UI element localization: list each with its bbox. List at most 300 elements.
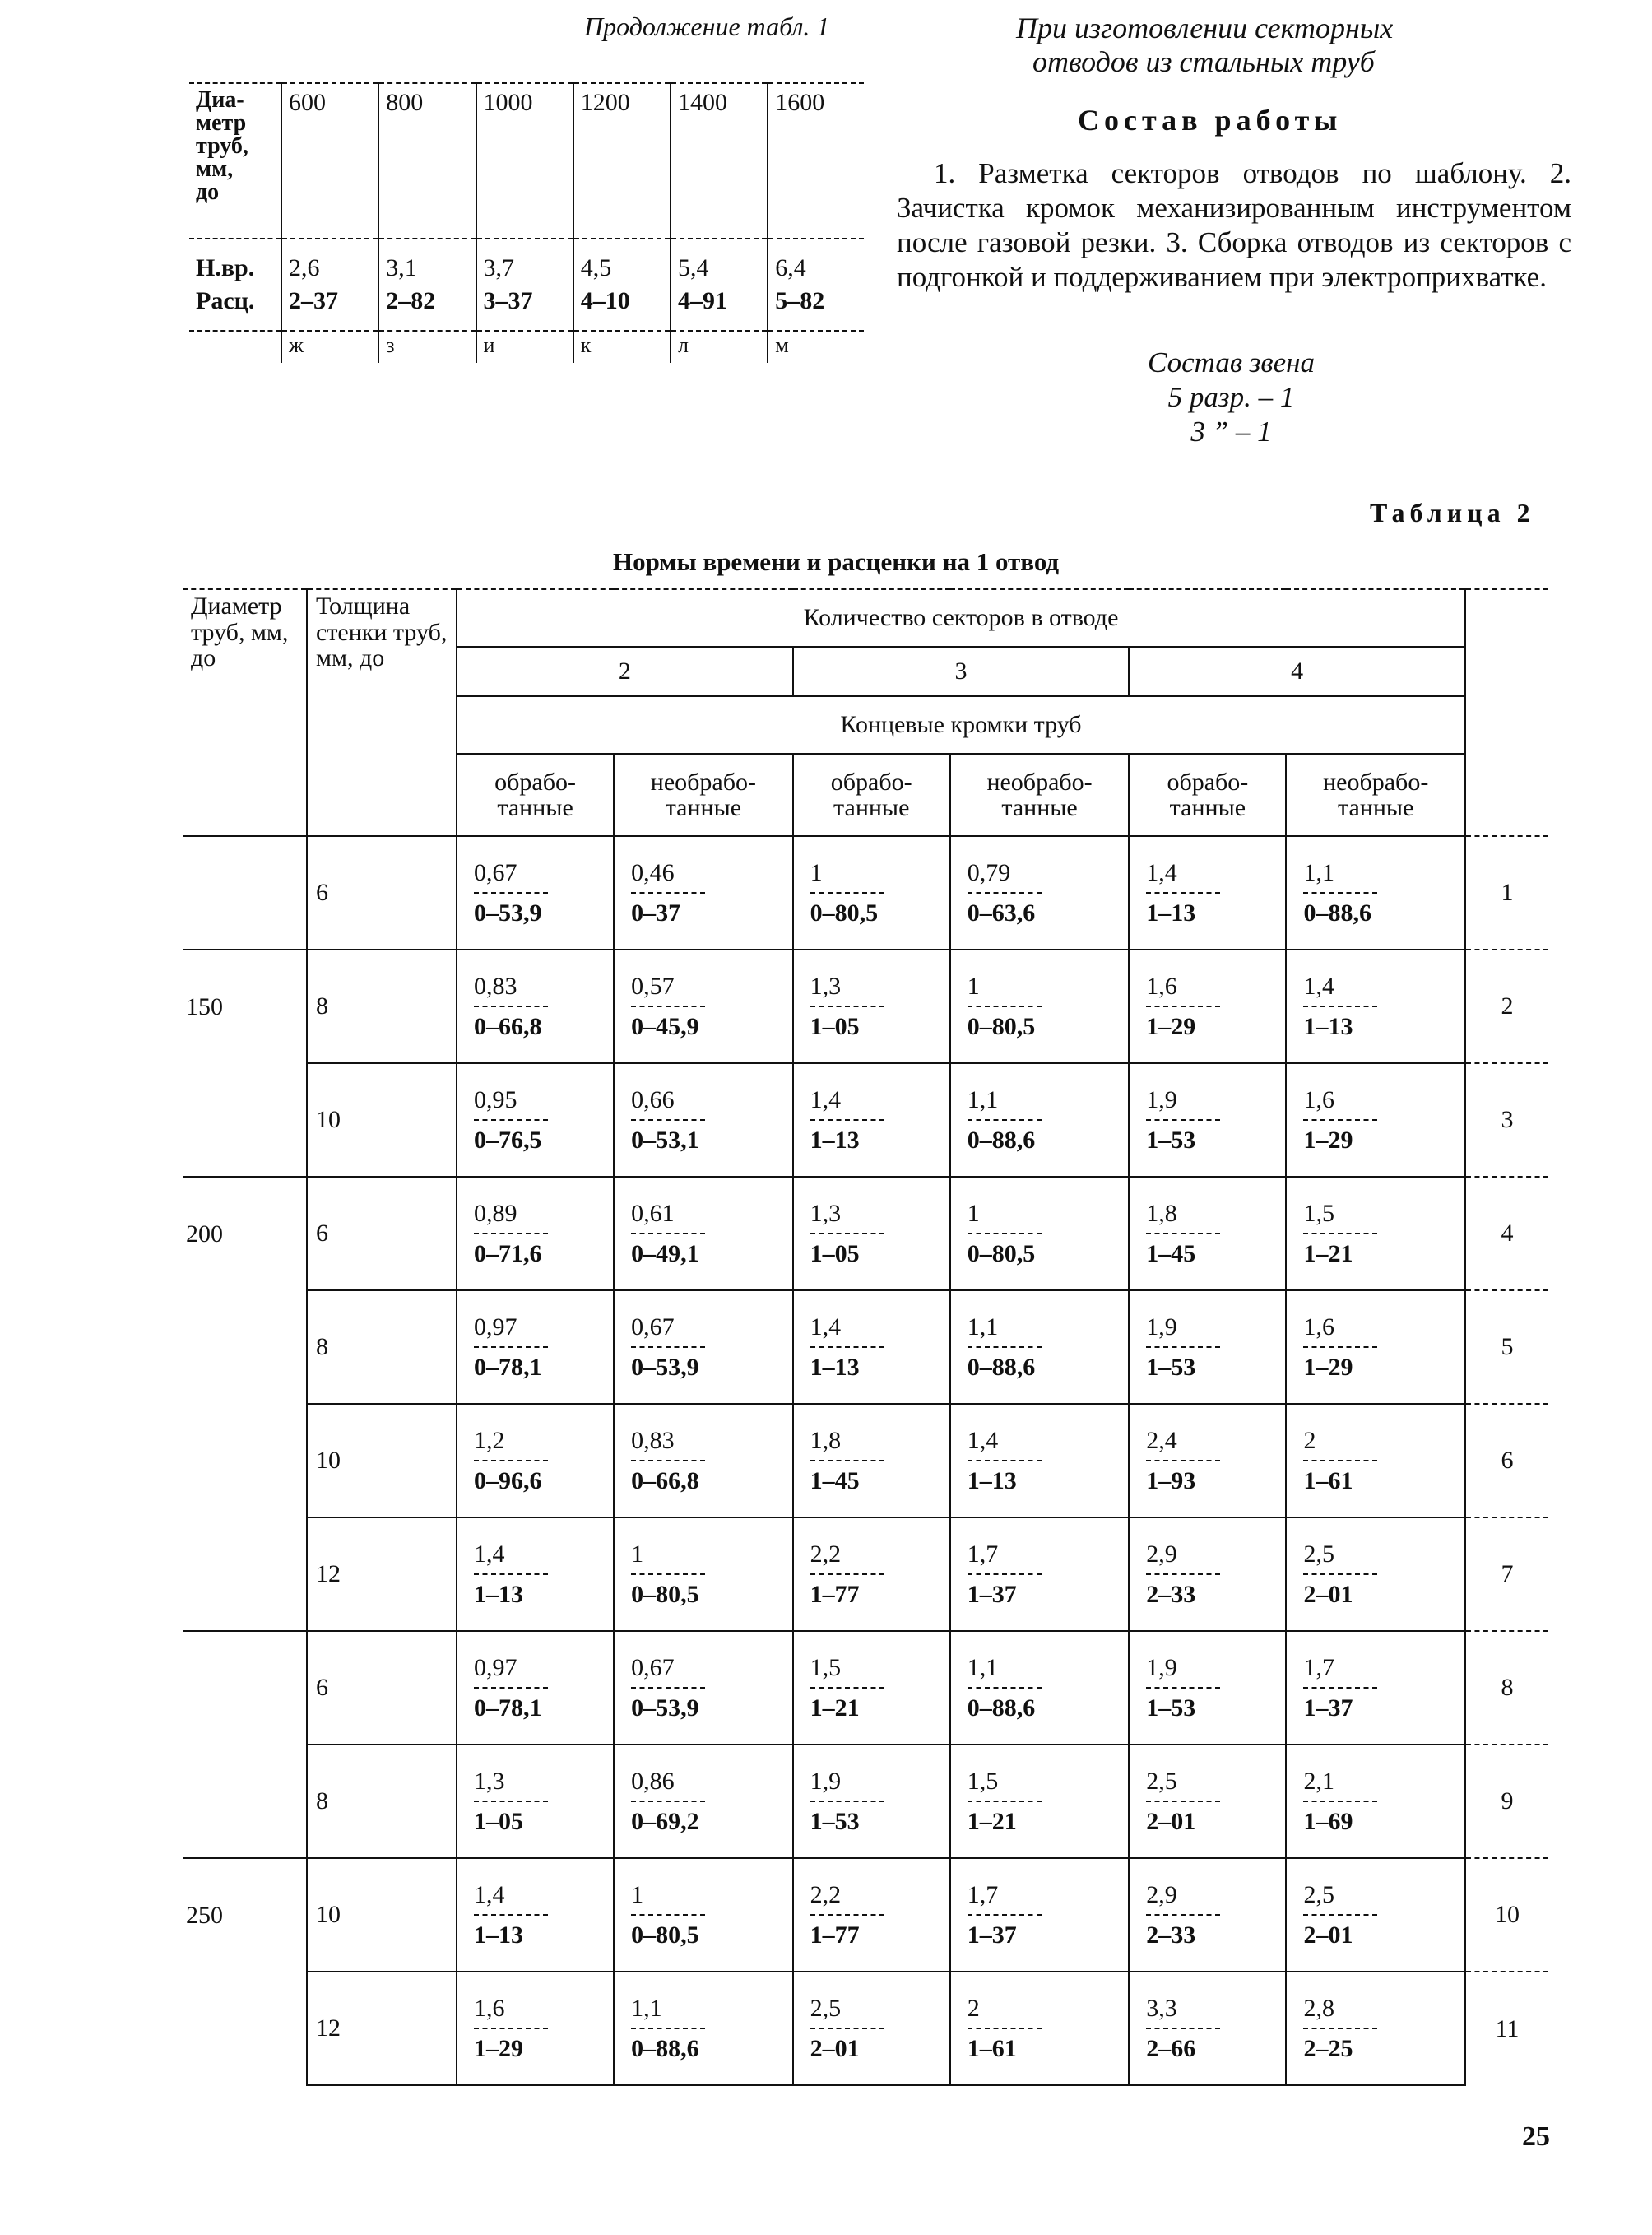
norm-rate-cell — [1129, 1631, 1286, 1745]
time-norm: 2,8 — [1303, 1994, 1334, 2022]
fraction-line — [1303, 1573, 1377, 1575]
row-diameter — [183, 836, 307, 950]
time-norm: 2,1 — [1303, 1767, 1334, 1795]
norm-rate-cell — [1286, 1177, 1465, 1290]
time-norm: 2,5 — [810, 1994, 842, 2022]
row-number: 7 — [1465, 1517, 1548, 1631]
rate-value: 0–69,2 — [631, 1808, 699, 1835]
time-norm: 3,3 — [1146, 1994, 1177, 2022]
rate-value: 1–13 — [474, 1581, 523, 1608]
time-norm: 1,6 — [1146, 972, 1177, 1000]
diameter-value: 1000 — [476, 83, 573, 239]
crew-line: 3 ” – 1 — [1190, 416, 1272, 448]
fraction-line — [1146, 1006, 1220, 1007]
rate-value: 2–37 — [281, 282, 378, 331]
time-norm: 1,3 — [474, 1767, 505, 1795]
rate-value: 0–53,9 — [474, 899, 542, 927]
work-text: 1. Разметка секторов отводов по шаблону. 2. Зачистка кромок механизированным инструментом после газовой резки. 3. Сборка отводов из секторов с подгонкой и поддерживанием при электроприхватке. — [897, 157, 1571, 293]
fraction-line — [474, 1006, 548, 1007]
row-wall-thickness: 6 — [307, 1631, 457, 1745]
column-letter: л — [671, 331, 768, 363]
time-norm: 1,5 — [1303, 1199, 1334, 1227]
fraction-line — [1303, 1233, 1377, 1234]
time-norm: 0,83 — [631, 1426, 675, 1454]
table-row — [183, 1404, 1548, 1517]
norm-rate-cell — [457, 1972, 614, 2085]
norm-rate-cell — [1129, 1972, 1286, 2085]
row-wall-thickness: 10 — [307, 1404, 457, 1517]
norm-rate-cell — [793, 1177, 950, 1290]
norm-rate-cell — [950, 1972, 1129, 2085]
fraction-line — [1146, 1801, 1220, 1802]
fraction-line — [474, 1687, 548, 1689]
rate-value: 0–88,6 — [967, 1694, 1036, 1722]
column-letter: м — [768, 331, 864, 363]
table-row — [183, 1972, 1548, 2085]
rate-value: 1–45 — [810, 1467, 860, 1494]
continuation-table — [189, 82, 864, 363]
rate-value: 1–13 — [810, 1354, 860, 1381]
row-number: 11 — [1465, 1972, 1548, 2085]
time-norm: 1,1 — [967, 1313, 999, 1341]
rate-value: 1–53 — [810, 1808, 860, 1835]
rate-value: 0–76,5 — [474, 1127, 542, 1154]
rate-value: 1–05 — [810, 1240, 860, 1267]
rate-value: 1–69 — [1303, 1808, 1353, 1835]
time-norm: 0,67 — [631, 1653, 675, 1681]
rate-value: 1–29 — [1303, 1127, 1353, 1154]
time-norm: 1,5 — [810, 1653, 842, 1681]
table-row — [183, 836, 1548, 950]
rate-value: 4–91 — [671, 282, 768, 331]
fraction-line — [968, 1914, 1042, 1916]
fraction-line — [968, 1006, 1042, 1007]
rate-value: 1–37 — [967, 1921, 1017, 1949]
rate-value: 1–37 — [967, 1581, 1017, 1608]
fraction-line — [1303, 1119, 1377, 1121]
fraction-line — [631, 1233, 705, 1234]
norm-rate-cell — [1129, 950, 1286, 1063]
norm-rate-cell — [614, 836, 792, 950]
edge-type: обрабо-танные — [793, 754, 950, 836]
time-norm: 1,9 — [1146, 1313, 1177, 1341]
row-number: 8 — [1465, 1631, 1548, 1745]
fraction-line — [631, 1006, 705, 1007]
rate-value: 1–29 — [1146, 1013, 1196, 1040]
time-norm: 1,9 — [810, 1767, 842, 1795]
time-norm: 1,7 — [967, 1880, 999, 1908]
norm-rate-cell — [614, 950, 792, 1063]
fraction-line — [631, 892, 705, 894]
rate-value: 0–63,6 — [967, 899, 1036, 927]
time-norm: 1,4 — [810, 1313, 842, 1341]
time-norm: 2,9 — [1146, 1880, 1177, 1908]
norm-rate-cell — [614, 1290, 792, 1404]
norm-value: 2,6 — [281, 239, 378, 282]
rate-value: 0–78,1 — [474, 1694, 542, 1722]
norm-rate-cell — [614, 1631, 792, 1745]
fraction-line — [474, 2028, 548, 2029]
time-norm: 0,57 — [631, 972, 675, 1000]
rate-value: 1–53 — [1146, 1127, 1196, 1154]
fraction-line — [968, 1119, 1042, 1121]
time-norm: 0,95 — [474, 1085, 517, 1113]
fraction-line — [968, 1460, 1042, 1461]
row-number: 6 — [1465, 1404, 1548, 1517]
time-norm: 1,4 — [810, 1085, 842, 1113]
rate-value: 2–33 — [1146, 1921, 1196, 1949]
rate-value: 0–80,5 — [631, 1581, 699, 1608]
rate-value: 0–53,9 — [631, 1354, 699, 1381]
rate-value: 2–82 — [378, 282, 476, 331]
rate-value: 2–01 — [1146, 1808, 1196, 1835]
norm-rate-cell — [950, 1745, 1129, 1858]
time-norm: 1,5 — [967, 1767, 999, 1795]
rate-value: 2–01 — [810, 2035, 860, 2062]
time-norm: 0,66 — [631, 1085, 675, 1113]
fraction-line — [968, 1687, 1042, 1689]
edge-type: обрабо-танные — [1129, 754, 1286, 836]
norm-rate-cell — [950, 1290, 1129, 1404]
table-row — [183, 1290, 1548, 1404]
rate-value: 0–49,1 — [631, 1240, 699, 1267]
time-norm: 2,2 — [810, 1540, 842, 1568]
rate-value: 1–61 — [1303, 1467, 1353, 1494]
row-number: 3 — [1465, 1063, 1548, 1177]
norm-value: 4,5 — [573, 239, 671, 282]
rate-value: 1–21 — [1303, 1240, 1353, 1267]
fraction-line — [631, 1914, 705, 1916]
time-norm: 1 — [967, 972, 980, 1000]
fraction-line — [810, 1687, 884, 1689]
fraction-line — [474, 1346, 548, 1348]
diameter-value: 800 — [378, 83, 476, 239]
diameter-value: 1600 — [768, 83, 864, 239]
rate-value: 0–45,9 — [631, 1013, 699, 1040]
page-number: 25 — [1522, 2121, 1550, 2152]
time-norm: 1 — [810, 858, 823, 886]
norm-rate-cell — [950, 1858, 1129, 1972]
time-norm: 2,9 — [1146, 1540, 1177, 1568]
rate-value: 1–21 — [810, 1694, 860, 1722]
time-norm: 1,4 — [474, 1880, 505, 1908]
norms-table — [183, 588, 1548, 2086]
row-wall-thickness: 12 — [307, 1517, 457, 1631]
section-title: При изготовлении секторных отводов из стальных труб — [1016, 12, 1394, 79]
fraction-line — [968, 1233, 1042, 1234]
time-norm: 1 — [967, 1199, 980, 1227]
norm-rate-cell — [793, 1404, 950, 1517]
fraction-line — [1146, 1119, 1220, 1121]
time-norm: 1,1 — [631, 1994, 662, 2022]
col-wall-header: Толщина стенки труб, мм, до — [307, 589, 457, 836]
norm-rate-cell — [793, 836, 950, 950]
fraction-line — [474, 1460, 548, 1461]
row-wall-thickness: 6 — [307, 1177, 457, 1290]
norm-value: 6,4 — [768, 239, 864, 282]
row-diameter — [183, 1290, 307, 1404]
rate-value: 5–82 — [768, 282, 864, 331]
table-row — [183, 1745, 1548, 1858]
time-norm: 1,4 — [474, 1540, 505, 1568]
time-norm: 0,83 — [474, 972, 517, 1000]
fraction-line — [1146, 1914, 1220, 1916]
edge-type: необрабо-танные — [950, 754, 1129, 836]
norm-rate-cell — [950, 836, 1129, 950]
fraction-line — [810, 1573, 884, 1575]
time-norm: 1,6 — [1303, 1313, 1334, 1341]
row-diameter: 200 — [183, 1177, 307, 1290]
rate-value: 1–05 — [474, 1808, 523, 1835]
fraction-line — [1303, 1687, 1377, 1689]
table-row — [183, 1063, 1548, 1177]
sector-count: 2 — [457, 647, 793, 696]
norm-rate-cell — [614, 1404, 792, 1517]
norm-rate-cell — [1286, 1517, 1465, 1631]
row-wall-thickness: 8 — [307, 1290, 457, 1404]
norm-rate-cell — [950, 1063, 1129, 1177]
fraction-line — [810, 1119, 884, 1121]
edge-type: обрабо-танные — [457, 754, 614, 836]
fraction-line — [631, 1573, 705, 1575]
norm-value: 3,7 — [476, 239, 573, 282]
norm-rate-cell — [950, 1177, 1129, 1290]
row-diameter — [183, 1631, 307, 1745]
rate-value: 1–77 — [810, 1921, 860, 1949]
norm-rate-cell — [457, 1631, 614, 1745]
rate-label: Расц. — [189, 282, 281, 331]
norm-rate-cell — [793, 1631, 950, 1745]
fraction-line — [474, 1119, 548, 1121]
fraction-line — [1146, 1460, 1220, 1461]
norm-rate-cell — [1286, 1631, 1465, 1745]
norm-rate-cell — [1129, 1745, 1286, 1858]
row-diameter — [183, 1517, 307, 1631]
norm-rate-cell — [457, 836, 614, 950]
rate-value: 0–78,1 — [474, 1354, 542, 1381]
time-norm: 0,86 — [631, 1767, 675, 1795]
row-wall-thickness: 12 — [307, 1972, 457, 2085]
rate-value: 1–93 — [1146, 1467, 1196, 1494]
time-norm: 0,67 — [631, 1313, 675, 1341]
col-sectors-header: Количество секторов в отводе — [457, 589, 1465, 647]
rate-value: 1–21 — [967, 1808, 1017, 1835]
norm-rate-cell — [793, 1858, 950, 1972]
norm-rate-cell — [793, 1290, 950, 1404]
crew-line: 5 разр. – 1 — [1167, 381, 1295, 413]
row-number: 5 — [1465, 1290, 1548, 1404]
fraction-line — [810, 892, 884, 894]
fraction-line — [474, 1573, 548, 1575]
time-norm: 1,7 — [967, 1540, 999, 1568]
time-norm: 1,1 — [1303, 858, 1334, 886]
time-norm: 1,4 — [967, 1426, 999, 1454]
column-letter: к — [573, 331, 671, 363]
row-wall-thickness: 8 — [307, 950, 457, 1063]
table-body — [183, 836, 1548, 2085]
norm-rate-cell — [457, 950, 614, 1063]
fraction-line — [1146, 1233, 1220, 1234]
fraction-line — [810, 1233, 884, 1234]
time-norm: 1,2 — [474, 1426, 505, 1454]
fraction-line — [1303, 1914, 1377, 1916]
rate-value: 1–13 — [967, 1467, 1017, 1494]
time-norm: 1,3 — [810, 1199, 842, 1227]
rate-value: 0–80,5 — [967, 1240, 1036, 1267]
norm-rate-cell — [457, 1517, 614, 1631]
time-norm: 2 — [967, 1994, 980, 2022]
rate-value: 1–13 — [1303, 1013, 1353, 1040]
rate-value: 1–29 — [474, 2035, 523, 2062]
edge-type: необрабо-танные — [614, 754, 792, 836]
rate-value: 1–37 — [1303, 1694, 1353, 1722]
rate-value: 2–01 — [1303, 1921, 1353, 1949]
rate-value: 0–80,5 — [631, 1921, 699, 1949]
fraction-line — [1303, 2028, 1377, 2029]
time-norm: 1,4 — [1303, 972, 1334, 1000]
time-norm: 0,89 — [474, 1199, 517, 1227]
fraction-line — [474, 1233, 548, 1234]
fraction-line — [968, 1346, 1042, 1348]
fraction-line — [968, 2028, 1042, 2029]
norm-rate-cell — [1286, 1972, 1465, 2085]
continuation-caption: Продолжение табл. 1 — [584, 12, 830, 41]
fraction-line — [968, 1801, 1042, 1802]
rate-value: 0–53,1 — [631, 1127, 699, 1154]
norm-label: Н.вр. — [196, 254, 255, 281]
norm-rate-cell — [1286, 1063, 1465, 1177]
row-wall-thickness: 10 — [307, 1063, 457, 1177]
rate-value: 2–25 — [1303, 2035, 1353, 2062]
norm-rate-cell — [1286, 1404, 1465, 1517]
fraction-line — [474, 1801, 548, 1802]
time-norm: 1,6 — [1303, 1085, 1334, 1113]
fraction-line — [474, 1914, 548, 1916]
row-diameter: 150 — [183, 950, 307, 1063]
rate-value: 0–88,6 — [631, 2035, 699, 2062]
norm-rate-cell — [1286, 1290, 1465, 1404]
time-norm: 1,4 — [1146, 858, 1177, 886]
time-norm: 1,1 — [967, 1085, 999, 1113]
norm-rate-cell — [793, 950, 950, 1063]
fraction-line — [1303, 1801, 1377, 1802]
time-norm: 1,8 — [810, 1426, 842, 1454]
row-diameter: 250 — [183, 1858, 307, 1972]
rate-value: 1–29 — [1303, 1354, 1353, 1381]
rate-value: 0–88,6 — [967, 1354, 1036, 1381]
fraction-line — [631, 1687, 705, 1689]
fraction-line — [1146, 1687, 1220, 1689]
row-diameter — [183, 1745, 307, 1858]
time-norm: 2,5 — [1146, 1767, 1177, 1795]
table-row — [183, 1858, 1548, 1972]
norm-rate-cell — [1129, 1290, 1286, 1404]
norm-rate-cell — [1286, 1745, 1465, 1858]
time-norm: 1,1 — [967, 1653, 999, 1681]
fraction-line — [810, 1460, 884, 1461]
row-diameter — [183, 1404, 307, 1517]
rate-value: 0–66,8 — [631, 1467, 699, 1494]
time-norm: 1 — [631, 1540, 644, 1568]
table-title: Нормы времени и расценки на 1 отвод — [613, 547, 1060, 576]
norm-rate-cell — [1286, 1858, 1465, 1972]
rate-value: 0–66,8 — [474, 1013, 542, 1040]
rate-value: 0–80,5 — [810, 899, 879, 927]
fraction-line — [1146, 2028, 1220, 2029]
rate-value: 1–45 — [1146, 1240, 1196, 1267]
norm-rate-cell — [793, 1745, 950, 1858]
table-row — [183, 1631, 1548, 1745]
fraction-line — [474, 892, 548, 894]
norm-rate-cell — [1129, 836, 1286, 950]
norm-rate-cell — [1129, 1063, 1286, 1177]
norm-rate-cell — [1286, 950, 1465, 1063]
rate-value: 0–96,6 — [474, 1467, 542, 1494]
rate-value: 0–80,5 — [967, 1013, 1036, 1040]
norm-rate-cell — [950, 950, 1129, 1063]
rate-value: 1–77 — [810, 1581, 860, 1608]
row-wall-thickness: 6 — [307, 836, 457, 950]
time-norm: 0,97 — [474, 1653, 517, 1681]
rate-value: 1–61 — [967, 2035, 1017, 2062]
rate-value: 3–37 — [476, 282, 573, 331]
fraction-line — [631, 2028, 705, 2029]
norm-rate-cell — [457, 1858, 614, 1972]
table-row — [183, 1177, 1548, 1290]
norm-value: 5,4 — [671, 239, 768, 282]
norm-rate-cell — [1129, 1404, 1286, 1517]
fraction-line — [631, 1119, 705, 1121]
norm-rate-cell — [793, 1517, 950, 1631]
edge-type: необрабо-танные — [1286, 754, 1465, 836]
norm-rate-cell — [1129, 1858, 1286, 1972]
rate-value: 1–53 — [1146, 1354, 1196, 1381]
rate-value: 2–66 — [1146, 2035, 1196, 2062]
fraction-line — [968, 892, 1042, 894]
norm-rate-cell — [793, 1972, 950, 2085]
rate-value: 0–88,6 — [967, 1127, 1036, 1154]
time-norm: 0,97 — [474, 1313, 517, 1341]
norm-rate-cell — [457, 1745, 614, 1858]
row-number: 1 — [1465, 836, 1548, 950]
norm-rate-cell — [1129, 1517, 1286, 1631]
fraction-line — [1303, 1006, 1377, 1007]
diameter-value: 1400 — [671, 83, 768, 239]
work-heading: Состав работы — [1078, 104, 1343, 137]
norm-rate-cell — [614, 1177, 792, 1290]
fraction-line — [1303, 1460, 1377, 1461]
crew-heading: Состав звена — [1148, 346, 1316, 379]
fraction-line — [1146, 892, 1220, 894]
row-number: 2 — [1465, 950, 1548, 1063]
rate-value: 0–88,6 — [1303, 899, 1371, 927]
rate-value: 1–05 — [810, 1013, 860, 1040]
norm-rate-cell — [950, 1404, 1129, 1517]
row-number: 9 — [1465, 1745, 1548, 1858]
table-label: Таблица 2 — [1370, 498, 1535, 527]
norm-rate-cell — [457, 1290, 614, 1404]
rate-value: 0–37 — [631, 899, 681, 927]
fraction-line — [631, 1801, 705, 1802]
sector-count: 4 — [1129, 647, 1465, 696]
rate-value: 1–13 — [1146, 899, 1196, 927]
time-norm: 0,46 — [631, 858, 675, 886]
row-diameter — [183, 1972, 307, 2085]
time-norm: 1,9 — [1146, 1653, 1177, 1681]
time-norm: 1,3 — [810, 972, 842, 1000]
col-edges-header: Концевые кромки труб — [457, 696, 1465, 754]
row-wall-thickness: 8 — [307, 1745, 457, 1858]
